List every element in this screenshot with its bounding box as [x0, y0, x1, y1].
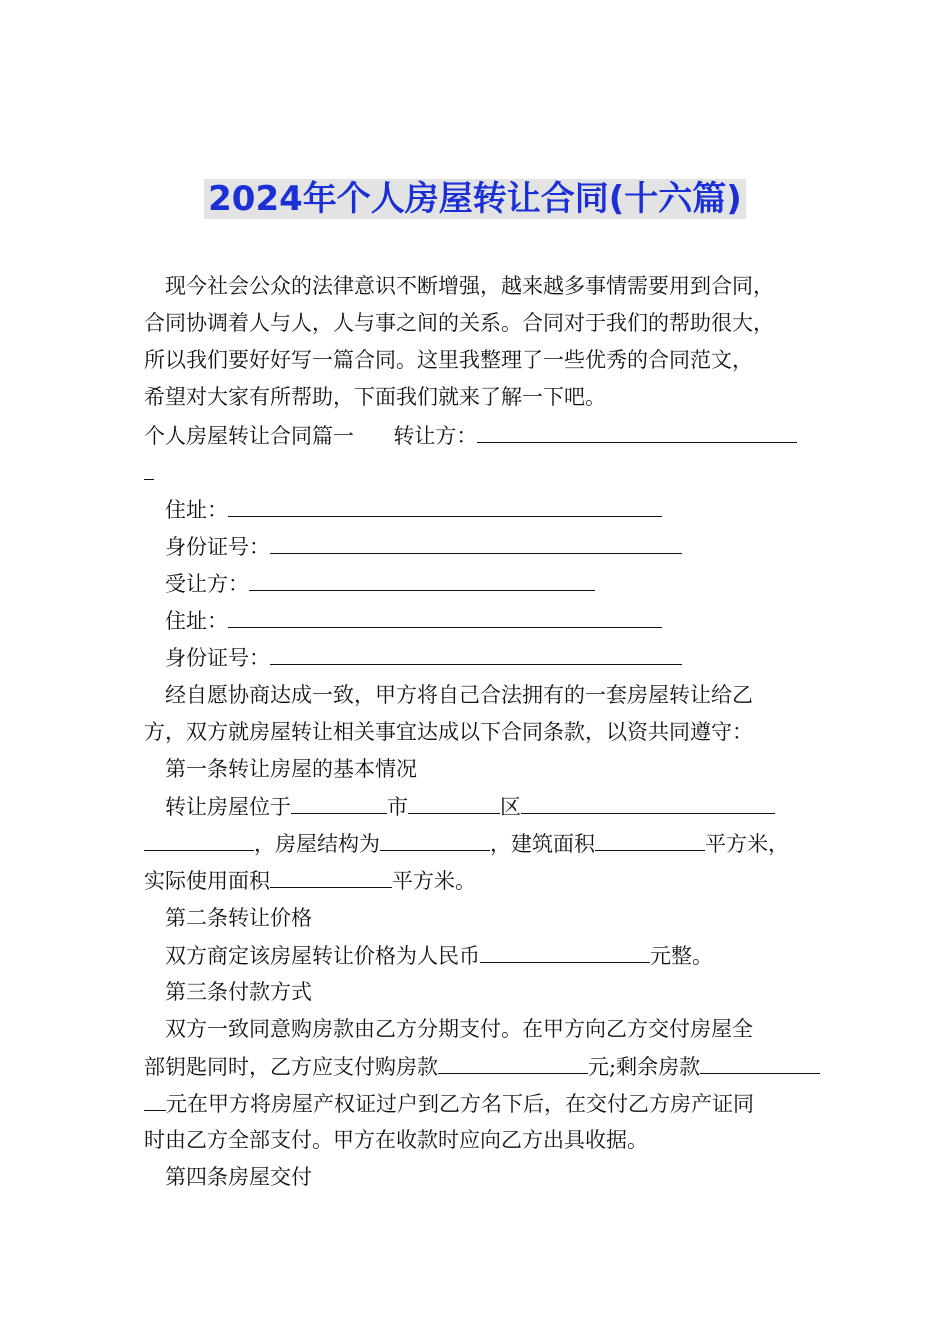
article3-line2 — [144, 1051, 820, 1082]
transferor-blank — [477, 420, 797, 443]
id-label: 身份证号： — [165, 535, 270, 559]
text: 部钥匙同时，乙方应支付购房款 — [144, 1055, 438, 1079]
text: ，房屋结构为 — [254, 832, 380, 856]
article3-line3 — [144, 1088, 754, 1119]
blank — [144, 457, 154, 480]
intro-line: 希望对大家有所帮助，下面我们就来了解一下吧。 — [144, 385, 606, 409]
text: 区 — [500, 795, 521, 819]
intro-line: 现今社会公众的法律意识不断增强，越来越多事情需要用到合同， — [165, 274, 774, 298]
article3-line1: 双方一致同意购房款由乙方分期支付。在甲方向乙方交付房屋全 — [165, 1017, 753, 1041]
article2-title: 第二条转让价格 — [165, 906, 312, 930]
article1-line1 — [165, 791, 775, 822]
address-line-2 — [165, 605, 662, 636]
address-label-2: 住址： — [165, 609, 228, 633]
text: 元整。 — [650, 944, 713, 968]
id-label-2: 身份证号： — [165, 646, 270, 670]
intro-line: 所以我们要好好写一篇合同。这里我整理了一些优秀的合同范文， — [144, 348, 753, 372]
contract-heading: 个人房屋转让合同篇一 — [144, 424, 354, 448]
address-label: 住址： — [165, 498, 228, 522]
structure-blank — [380, 828, 490, 851]
article3-title: 第三条付款方式 — [165, 980, 312, 1004]
title-text: 2024年个人房屋转让合同(十六篇) — [204, 179, 746, 219]
text: 元在甲方将房屋产权证过户到乙方名下后，在交付乙方房产证同 — [166, 1092, 754, 1116]
text: 平方米。 — [392, 869, 476, 893]
price-blank — [480, 940, 650, 963]
text: 双方商定该房屋转让价格为人民币 — [165, 944, 480, 968]
agreement-line: 经自愿协商达成一致，甲方将自己合法拥有的一套房屋转让给乙 — [165, 683, 753, 707]
address-blank-2 — [228, 605, 662, 628]
text: 市 — [387, 795, 408, 819]
transferee-label: 受让方： — [165, 572, 249, 596]
transferee-blank — [249, 568, 595, 591]
location-blank-continued — [144, 828, 254, 851]
intro-line: 合同协调着人与人，人与事之间的关系。合同对于我们的帮助很大， — [144, 311, 774, 335]
text: ，建筑面积 — [490, 832, 595, 856]
article1-line3 — [144, 865, 476, 896]
id-blank-2 — [270, 642, 682, 665]
transferor-label: 转让方： — [393, 424, 478, 448]
area-blank — [595, 828, 705, 851]
address-blank — [228, 494, 662, 517]
text: 平方米， — [705, 832, 789, 856]
id-line — [165, 531, 682, 562]
district-blank — [408, 791, 500, 814]
transferor-blank-continued — [144, 457, 154, 488]
article3-line4: 时由乙方全部支付。甲方在收款时应向乙方出具收据。 — [144, 1128, 648, 1152]
first-payment-blank — [438, 1051, 588, 1074]
text: 元;剩余房款 — [588, 1055, 701, 1079]
location-blank — [521, 791, 775, 814]
contract-heading-line — [144, 420, 797, 451]
usable-area-blank — [270, 865, 392, 888]
id-line-2 — [165, 642, 682, 673]
document-title — [0, 176, 950, 222]
article1-line2 — [144, 828, 789, 859]
text: 实际使用面积 — [144, 869, 270, 893]
article1-title: 第一条转让房屋的基本情况 — [165, 757, 417, 781]
address-line — [165, 494, 662, 525]
remaining-payment-blank — [700, 1051, 820, 1074]
article4-title: 第四条房屋交付 — [165, 1165, 312, 1189]
article2-line — [165, 940, 713, 971]
agreement-line: 方，双方就房屋转让相关事宜达成以下合同条款，以资共同遵守： — [144, 720, 753, 744]
id-blank — [270, 531, 682, 554]
remaining-payment-blank-continued — [144, 1088, 166, 1111]
transferee-line — [165, 568, 595, 599]
city-blank — [291, 791, 387, 814]
text: 转让房屋位于 — [165, 795, 291, 819]
